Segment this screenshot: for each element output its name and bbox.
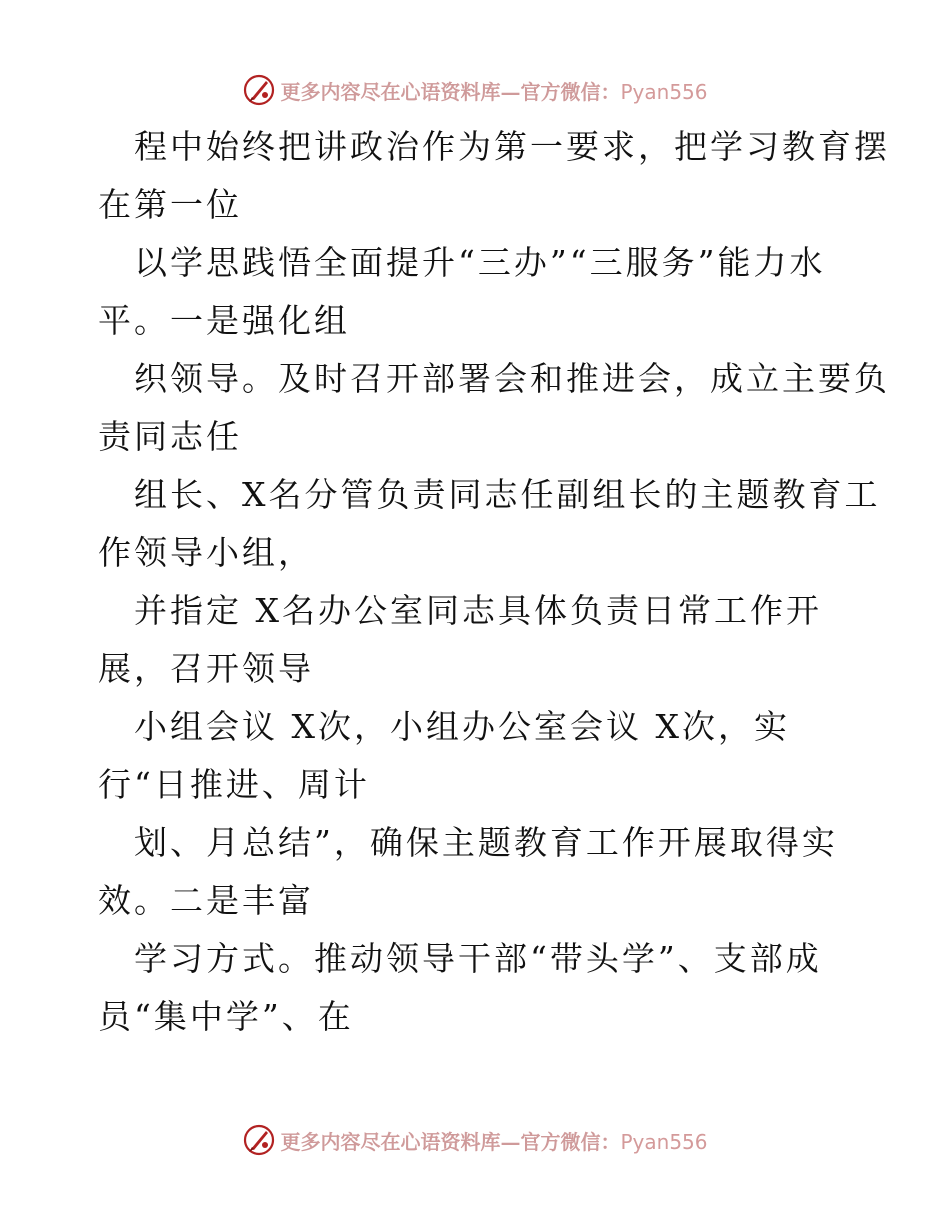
quill-pen-logo-icon [242,1123,276,1157]
text-line: 在第一位 [98,185,242,224]
text-line: 学习方式。推动领导干部“带头学”、支部成 [134,939,822,978]
text-line: 作领导小组， [98,533,314,572]
text-line: 划、月总结”，确保主题教育工作开展取得实 [134,823,838,862]
text-line: 织领导。及时召开部署会和推进会，成立主要负 [134,359,890,398]
paragraph [98,118,890,1046]
footer-banner [0,1120,950,1160]
quill-pen-logo-icon [242,73,276,107]
wechat-id: Pyan556 [620,1129,708,1154]
wechat-id: Pyan556 [620,79,708,104]
text-line: 平。一是强化组 [98,301,350,340]
banner-slogan: 更多内容尽在心语资料库—官方微信： [280,1129,621,1154]
text-line: 小组会议 X次，小组办公室会议 X次，实 [134,707,790,746]
text-line: 展，召开领导 [98,649,314,688]
text-line: 并指定 X名办公室同志具体负责日常工作开 [134,591,822,630]
banner-text [280,1126,707,1155]
document-body [98,118,890,1046]
text-line: 程中始终把讲政治作为第一要求，把学习教育摆 [134,127,890,166]
text-line: 员“集中学”、在 [98,997,354,1036]
text-line: 行“日推进、周计 [98,765,370,804]
text-line: 效。二是丰富 [98,881,314,920]
text-line: 以学思践悟全面提升“三办”“三服务”能力水 [134,243,826,282]
banner-slogan: 更多内容尽在心语资料库—官方微信： [280,79,621,104]
header-banner [0,70,950,110]
text-line: 组长、X名分管负责同志任副组长的主题教育工 [134,475,881,514]
text-line: 责同志任 [98,417,242,456]
banner-text [280,76,707,105]
